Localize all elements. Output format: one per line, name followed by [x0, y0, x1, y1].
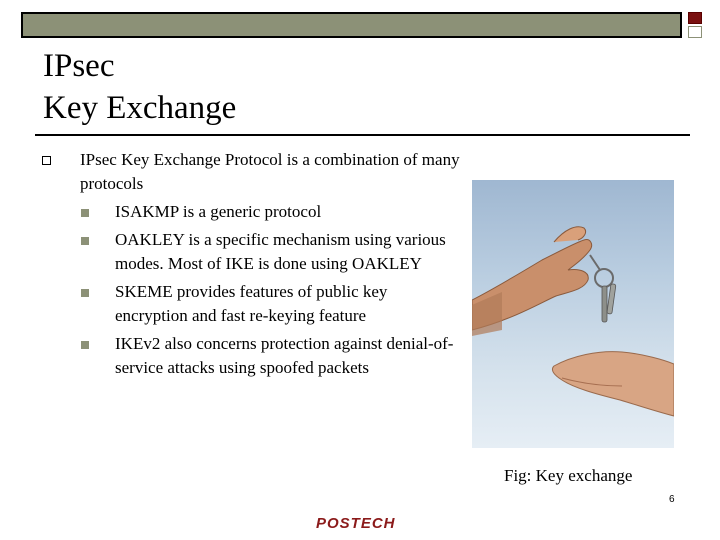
page-number: 6 — [669, 494, 675, 505]
sub-bullet-text: SKEME provides features of public key encryption and fast re-keying feature — [115, 282, 388, 325]
sub-bullet-text: ISAKMP is a generic protocol — [115, 202, 322, 221]
filled-square-bullet-icon — [81, 341, 89, 349]
sub-bullet-item — [80, 228, 462, 276]
sub-bullet-item — [80, 280, 462, 328]
main-bullet-text: IPsec Key Exchange Protocol is a combination of many protocols — [80, 150, 460, 193]
hollow-square-bullet-icon — [42, 156, 51, 165]
filled-square-bullet-icon — [81, 209, 89, 217]
title-line-1: IPsec — [43, 48, 115, 84]
postech-logo: POSTECH — [316, 515, 396, 532]
title-divider — [35, 134, 690, 136]
bullet-list — [42, 148, 462, 380]
header-bar — [21, 12, 682, 38]
sub-bullet-item — [80, 332, 462, 380]
sub-bullet-text: OAKLEY is a specific mechanism using various modes. Most of IKE is done using OAKLEY — [115, 230, 446, 273]
decor-square-outline — [688, 26, 702, 38]
filled-square-bullet-icon — [81, 289, 89, 297]
figure-caption: Fig: Key exchange — [504, 466, 633, 485]
decor-square-red — [688, 12, 702, 24]
sub-bullet-text: IKEv2 also concerns protection against denial-of-service attacks using spoofed packets — [115, 334, 454, 377]
title-line-2: Key Exchange — [43, 90, 237, 126]
slide-title — [43, 45, 236, 129]
filled-square-bullet-icon — [81, 237, 89, 245]
key-exchange-photo — [472, 180, 674, 448]
main-bullet — [42, 148, 462, 196]
sub-bullet-item — [80, 200, 462, 224]
hands-keys-illustration — [472, 180, 674, 448]
header-squares — [688, 12, 708, 40]
